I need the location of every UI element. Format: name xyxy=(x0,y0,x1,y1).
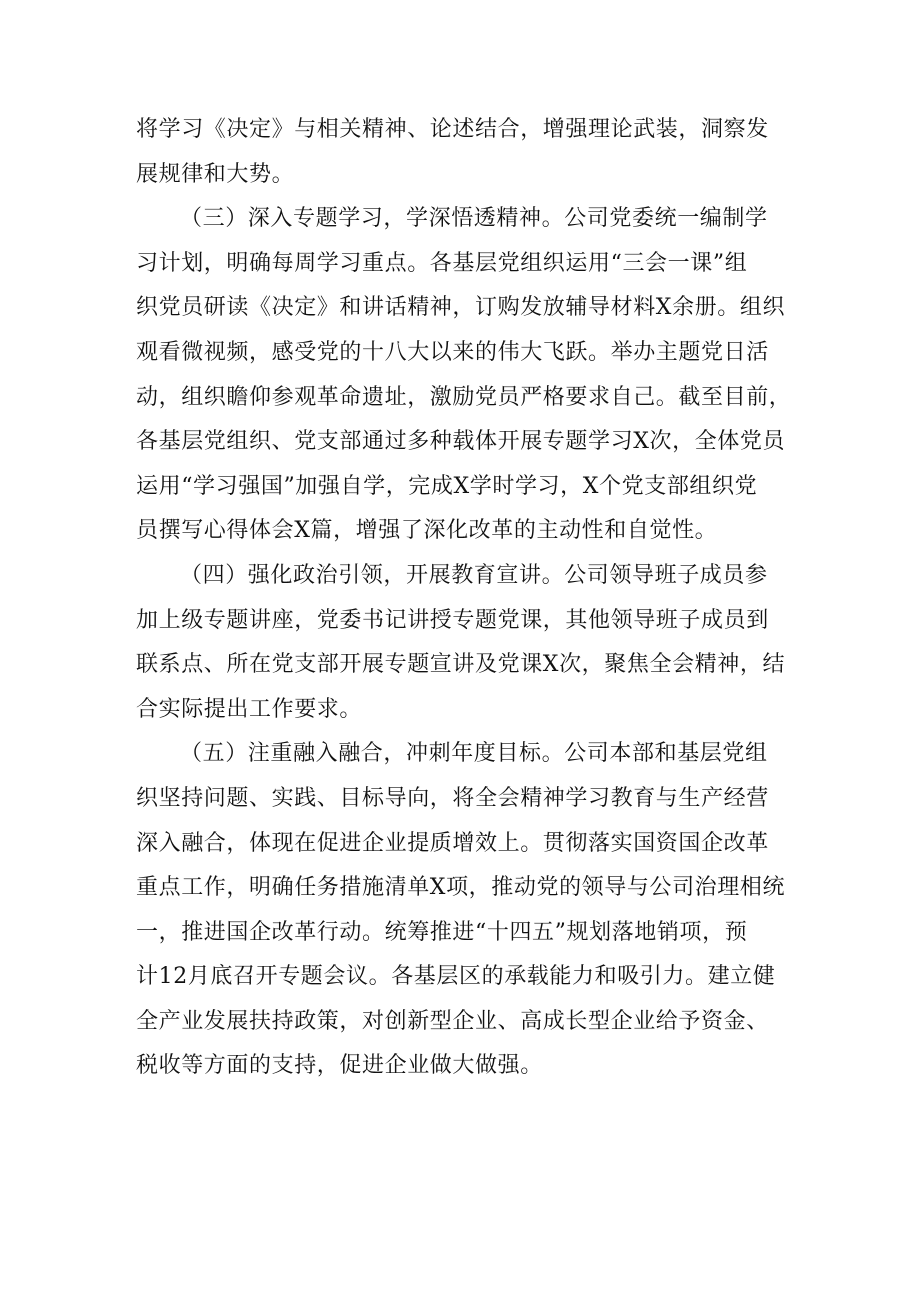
text-line: 重点工作，明确任务措施清单X项，推动党的领导与公司治理相统 xyxy=(136,875,786,901)
text-line: 合实际提出工作要求。 xyxy=(136,696,363,722)
text-line: 联系点、所在党支部开展专题宣讲及党课X次，聚焦全会精神，结 xyxy=(136,652,786,678)
text-line: 织党员研读《决定》和讲话精神，订购发放辅导材料X余册。组织 xyxy=(136,295,786,321)
paragraph-continuation xyxy=(136,108,798,197)
text-line: 一，推进国企改革行动。统筹推进“十四五”规划落地销项，预 xyxy=(136,919,748,945)
paragraph-section-5 xyxy=(136,732,798,1089)
text-line: 运用“学习强国”加强自学，完成X学时学习，X个党支部组织党 xyxy=(136,473,758,499)
text-line: （四）强化政治引领，开展教育宣讲。公司领导班子成员参 xyxy=(180,562,768,588)
text-line: 观看微视频，感受党的十八大以来的伟大飞跃。举办主题党日活 xyxy=(136,339,769,365)
text-line: 加上级专题讲座，党委书记讲授专题党课，其他领导班子成员到 xyxy=(136,607,769,633)
text-line: 深入融合，体现在促进企业提质增效上。贯彻落实国资国企改革 xyxy=(136,830,769,856)
text-line: 各基层党组织、党支部通过多种载体开展专题学习X次，全体党员 xyxy=(136,429,786,455)
paragraph-section-3 xyxy=(136,197,798,554)
text-line: 将学习《决定》与相关精神、论述结合，增强理论武装，洞察发 xyxy=(136,117,769,142)
text-line: （三）深入专题学习，学深悟透精神。公司党委统一编制学 xyxy=(180,206,768,232)
text-line: （五）注重融入融合，冲刺年度目标。公司本部和基层党组 xyxy=(180,741,768,767)
text-line: 全产业发展扶持政策，对创新型企业、高成长型企业给予资金、 xyxy=(136,1008,769,1034)
text-line: 织坚持问题、实践、目标导向，将全会精神学习教育与生产经营 xyxy=(136,785,769,811)
text-line: 员撰写心得体会X篇，增强了深化改革的主动性和自觉性。 xyxy=(136,518,718,544)
text-line: 习计划，明确每周学习重点。各基层党组织运用“三会一课”组 xyxy=(136,250,748,276)
text-line: 计12月底召开专题会议。各基层区的承载能力和吸引力。建立健 xyxy=(136,964,776,990)
paragraph-section-4 xyxy=(136,554,798,732)
text-line: 动，组织瞻仰参观革命遗址，激励党员严格要求自己。截至目前， xyxy=(136,384,792,410)
text-line: 税收等方面的支持，促进企业做大做强。 xyxy=(136,1053,543,1079)
document-body xyxy=(136,108,798,1089)
text-line: 展规律和大势。 xyxy=(136,161,295,187)
